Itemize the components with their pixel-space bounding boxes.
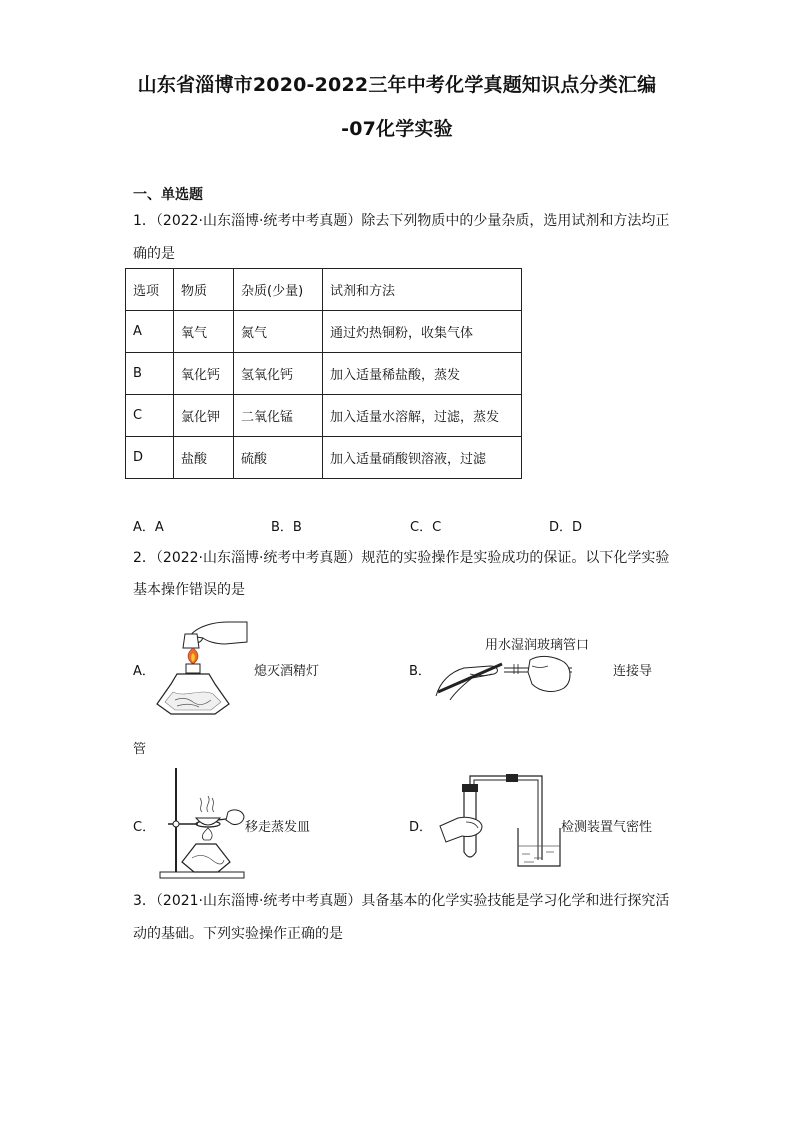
table-cell: A [126, 311, 174, 353]
option-b-letter[interactable]: B． [409, 664, 431, 679]
choice-b[interactable]: B．B [271, 520, 302, 535]
question-2-text-cont: 基本操作错误的是 [133, 582, 245, 598]
table-header-cell: 试剂和方法 [323, 269, 522, 311]
option-d-caption: 检测装置气密性 [561, 820, 653, 835]
table-cell: 氧化钙 [174, 353, 234, 395]
document-title-line2: -07化学实验 [341, 118, 453, 140]
evaporation-figure [156, 766, 244, 880]
table-row [126, 311, 522, 353]
table-cell: D [126, 437, 174, 479]
question-1-table [125, 268, 522, 479]
table-cell: 通过灼热铜粉，收集气体 [323, 311, 522, 353]
option-a-caption: 熄灭酒精灯 [254, 664, 320, 679]
table-cell: 氯化钾 [174, 395, 234, 437]
airtightness-figure [436, 772, 560, 868]
option-b-caption-right: 连接导 [613, 664, 653, 679]
question-2-text: 2．（2022·山东淄博·统考中考真题）规范的实验操作是实验成功的保证。以下化学实验 [133, 550, 670, 566]
table-cell: C [126, 395, 174, 437]
table-header-row [126, 269, 522, 311]
table-row [126, 437, 522, 479]
option-c-caption: 移走蒸发皿 [245, 820, 311, 835]
choice-d[interactable]: D．D [549, 520, 583, 535]
option-b-caption-top: 用水湿润玻璃管口 [485, 638, 590, 653]
table-cell: 氧气 [174, 311, 234, 353]
question-3-text: 3．（2021·山东淄博·统考中考真题）具备基本的化学实验技能是学习化学和进行探究活 [133, 893, 670, 909]
tube-connection-figure [432, 652, 577, 700]
table-header-cell: 选项 [126, 269, 174, 311]
document-title-line1: 山东省淄博市2020-2022三年中考化学真题知识点分类汇编 [137, 74, 657, 96]
table-cell: 二氧化锰 [234, 395, 323, 437]
table-header-cell: 杂质(少量) [234, 269, 323, 311]
table-row [126, 353, 522, 395]
option-d-letter[interactable]: D． [409, 820, 433, 835]
table-cell: 硫酸 [234, 437, 323, 479]
table-cell: 氢氧化钙 [234, 353, 323, 395]
table-header-cell: 物质 [174, 269, 234, 311]
table-cell: 加入适量硝酸钡溶液，过滤 [323, 437, 522, 479]
table-cell: 盐酸 [174, 437, 234, 479]
choice-a[interactable]: A．A [133, 520, 164, 535]
choice-c[interactable]: C．C [410, 520, 442, 535]
section-heading: 一、单选题 [133, 187, 203, 203]
table-cell: B [126, 353, 174, 395]
option-b-caption-wrap: 管 [133, 742, 147, 757]
question-1-text-cont: 确的是 [133, 246, 175, 262]
question-3-text-cont: 动的基础。下列实验操作正确的是 [133, 926, 343, 942]
option-a-letter[interactable]: A． [133, 664, 155, 679]
alcohol-lamp-figure [155, 614, 250, 720]
option-c-letter[interactable]: C． [133, 820, 156, 835]
question-1-text: 1．（2022·山东淄博·统考中考真题）除去下列物质中的少量杂质，选用试剂和方法均正 [133, 213, 670, 229]
table-cell: 氮气 [234, 311, 323, 353]
table-row [126, 395, 522, 437]
table-cell: 加入适量水溶解，过滤，蒸发 [323, 395, 522, 437]
table-cell: 加入适量稀盐酸，蒸发 [323, 353, 522, 395]
